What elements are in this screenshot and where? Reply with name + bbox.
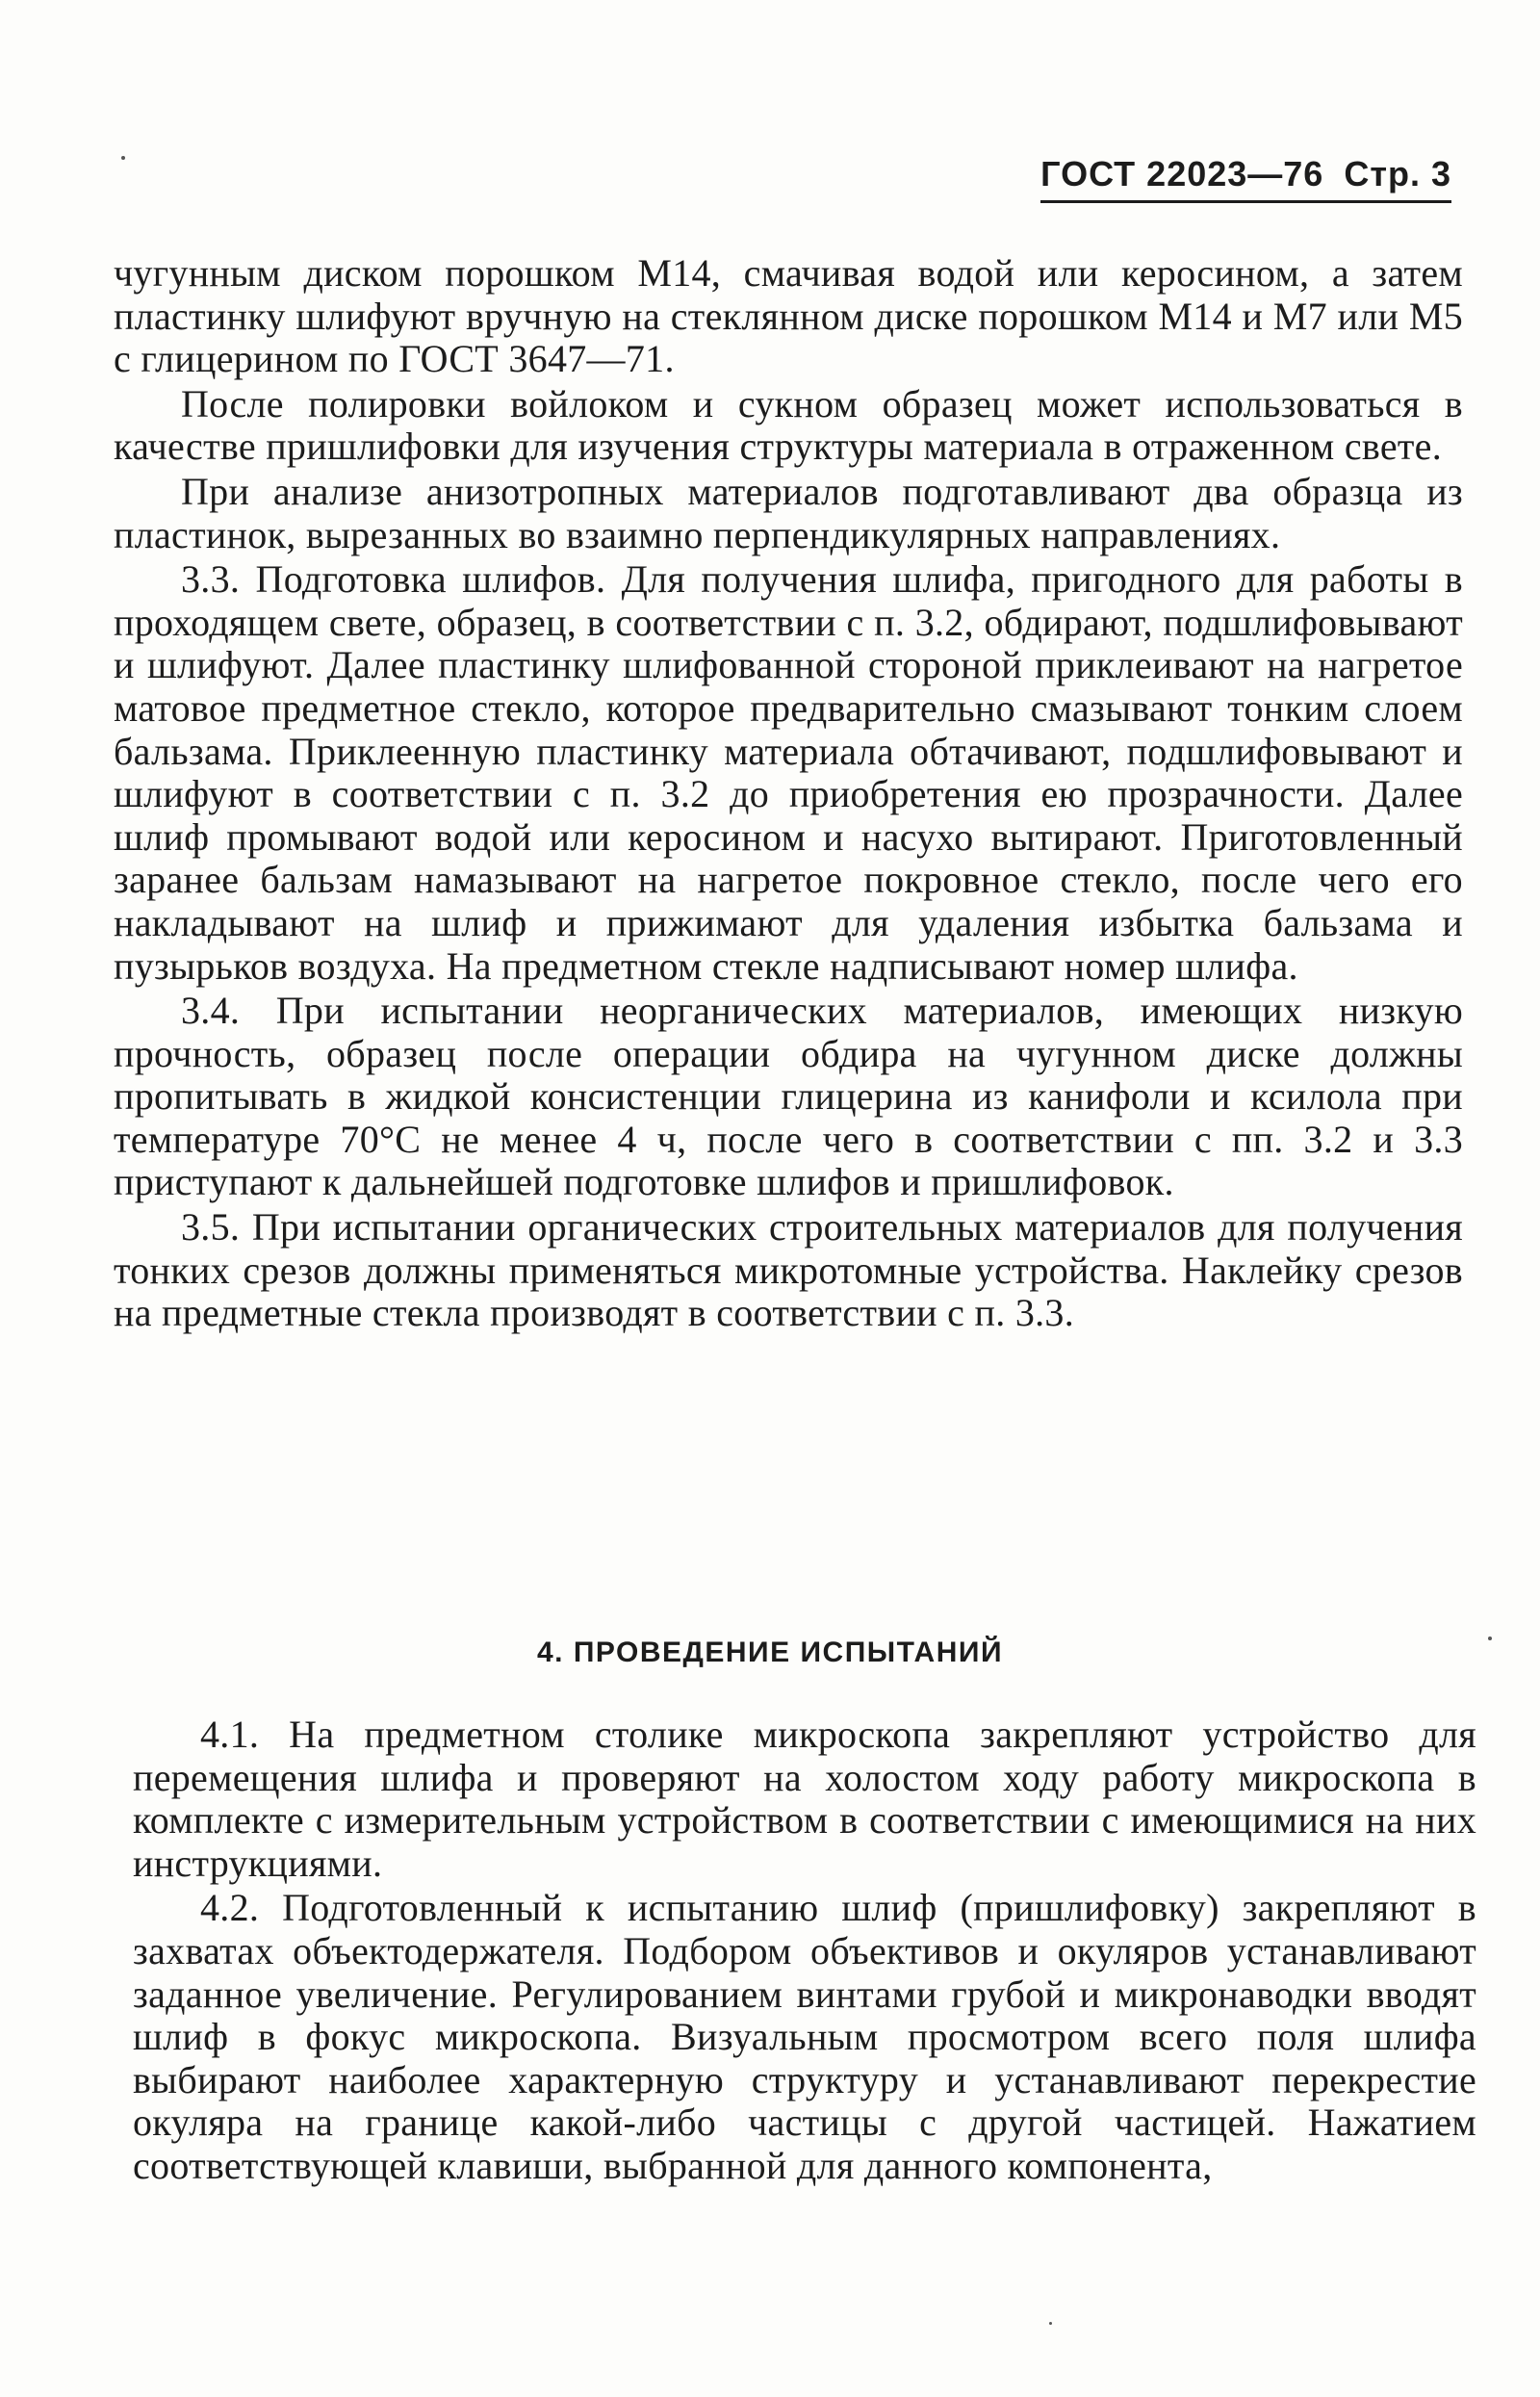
- body-text-section-3: [114, 252, 1463, 1337]
- page-number: Стр. 3: [1344, 154, 1451, 193]
- paragraph-3-3: 3.3. Подготовка шлифов. Для получения шлифа, пригодного для работы в проходящем свете, образец, в соответствии с п. 3.2, обдирают, подшлифовывают и шлифуют. Далее пластинку шлифованной стороной приклеивают на нагретое матовое предметное стекло, которое предварительно смазывают тонким слоем бальзама. Приклеенную пластинку материала обтачивают, подшлифовывают и шлифуют в соответствии с п. 3.2 до приобретения ею прозрачности. Далее шлиф промывают водой или керосином и насухо вытирают. Приготовленный заранее бальзам намазывают на нагретое покровное стекло, после чего его накладывают на шлиф и прижимают для удаления избытка бальзама и пузырьков воздуха. На предметном стекле надписывают номер шлифа.: [114, 557, 1463, 988]
- scan-speck: [121, 156, 125, 160]
- paragraph-4-2: 4.2. Подготовленный к испытанию шлиф (пришлифовку) закрепляют в захватах объектодержателя. Подбором объективов и окуляров устанавливают заданное увеличение. Регулированием винтами грубой и микронаводки вводят шлиф в фокус микроскопа. Визуальным просмотром всего поля шлифа выбирают наиболее характерную структуру и устанавливают перекрестие окуляра на границе какой-либо частицы с другой частицей. Нажатием соответствующей клавиши, выбранной для данного компонента,: [133, 1886, 1476, 2187]
- paragraph-3-5: 3.5. При испытании органических строительных материалов для получения тонких срезов должны применяться микротомные устройства. Наклейку срезов на предметные стекла производят в соответствии с п. 3.3.: [114, 1205, 1463, 1335]
- standard-number: ГОСТ 22023—76: [1040, 154, 1324, 193]
- scan-speck: [1049, 2322, 1052, 2325]
- paragraph-continuation: чугунным диском порошком М14, смачивая водой или керосином, а затем пластинку шлифуют вручную на стеклянном диске порошком М14 и М7 или М5 с глицерином по ГОСТ 3647—71.: [114, 251, 1463, 381]
- scan-speck: [1488, 1637, 1492, 1640]
- paragraph-polishing: После полировки войлоком и сукном образец может использоваться в качестве пришлифовки для изучения структуры материала в отраженном свете.: [114, 381, 1463, 469]
- paragraph-3-4: 3.4. При испытании неорганических материалов, имеющих низкую прочность, образец после операции обдира на чугунном диске должны пропитывать в жидкой консистенции глицерина из канифоли и ксилола при температуре 70°С не менее 4 ч, после чего в соответствии с пп. 3.2 и 3.3 приступают к дальнейшей подготовке шлифов и пришлифовок.: [114, 989, 1463, 1204]
- page-header: [1040, 154, 1451, 203]
- section-title: 4. ПРОВЕДЕНИЕ ИСПЫТАНИЙ: [536, 1637, 1004, 1668]
- paragraph-anisotropic: При анализе анизотропных материалов подготавливают два образца из пластинок, вырезанных во взаимно перпендикулярных направлениях.: [114, 469, 1463, 556]
- body-text-section-4: [133, 1714, 1476, 2190]
- paragraph-4-1: 4.1. На предметном столике микроскопа закрепляют устройство для перемещения шлифа и проверяют на холостом ходу работу микроскопа в комплекте с измерительным устройством в соответствии с имеющимися на них инструкциями.: [133, 1713, 1476, 1885]
